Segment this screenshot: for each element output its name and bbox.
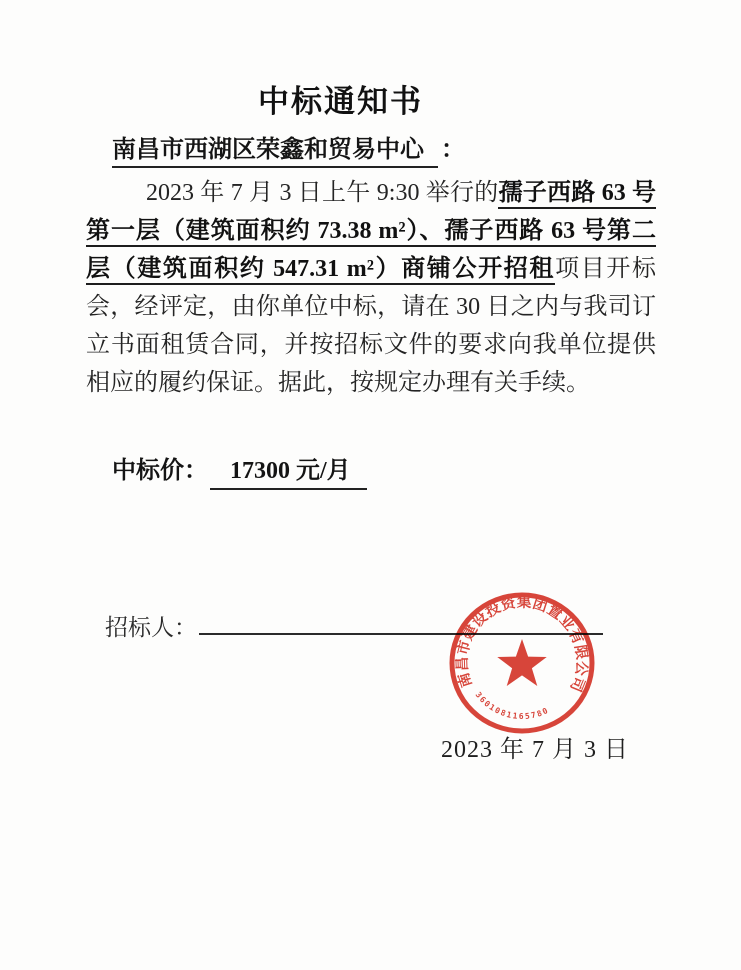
body-line: 立书面租赁合同，并按招标文件的要求向我单位提供	[86, 332, 656, 358]
price-label: 中标价：	[112, 458, 208, 484]
body-line: 相应的履约保证。据此，按规定办理有关手续。	[86, 370, 590, 396]
page-title: 中标通知书	[258, 84, 423, 119]
addressee-colon: ：	[441, 137, 465, 163]
document-date: 2023 年 7 月 3 日	[441, 737, 629, 763]
seal-star-icon	[497, 639, 546, 686]
body-line: 2023 年 7 月 3 日上午 9:30 举行的孺子西路 63 号	[86, 174, 656, 212]
seal-serial-number: 3601081165780	[473, 690, 551, 722]
body-line: 层（建筑面积约 547.31 m²）商铺公开招租项目开标	[86, 250, 656, 288]
body-line: 会，经评定，由你单位中标，请在 30 日之内与我司订	[86, 294, 656, 320]
addressee-line	[112, 129, 465, 168]
emphasized-text: 层（建筑面积约 547.31 m²）商铺公开招租	[86, 256, 555, 285]
seal-company-text: 南昌市建设投资集团置业有限公司	[454, 594, 590, 695]
winning-price-line	[112, 450, 367, 490]
body-paragraph	[86, 174, 656, 402]
bidder-label: 招标人：	[105, 615, 197, 640]
emphasized-text: 第一层（建筑面积约 73.38 m²）、孺子西路 63 号第二	[86, 218, 656, 247]
company-seal-stamp	[446, 590, 598, 736]
price-value: 17300 元/月	[210, 450, 367, 490]
emphasized-text: 孺子西路 63 号	[498, 180, 656, 209]
body-line	[86, 212, 656, 250]
addressee-name: 南昌市西湖区荣鑫和贸易中心	[112, 129, 438, 168]
